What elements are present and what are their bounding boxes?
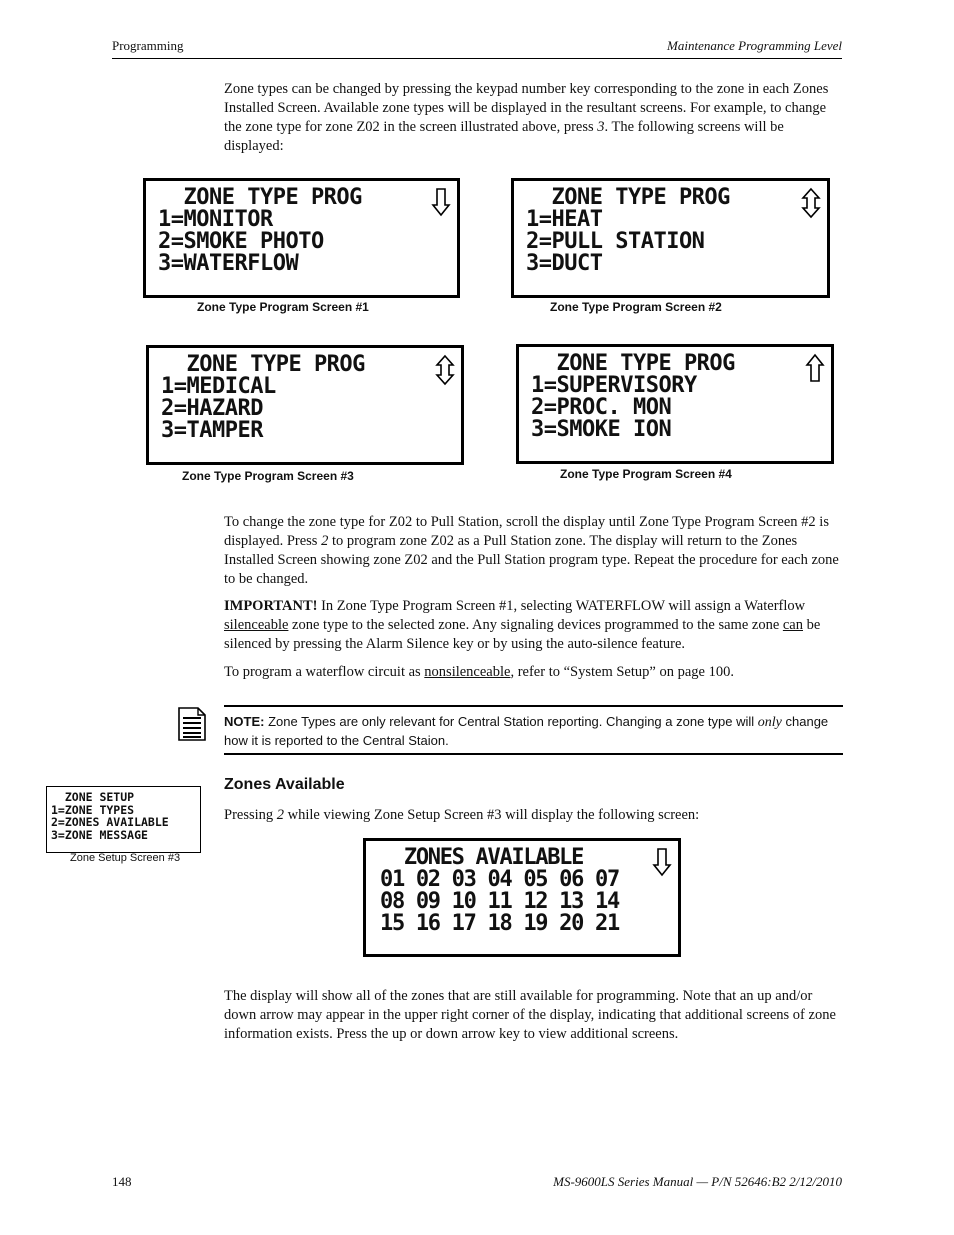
note-text: NOTE: Zone Types are only relevant for Central Station reporting. Changing a zone type will only change how it is reported to the Central Staion. xyxy=(224,714,829,748)
caption-screen-1: Zone Type Program Screen #1 xyxy=(197,300,369,314)
caption-screen-4: Zone Type Program Screen #4 xyxy=(560,467,732,481)
note-bottom-rule xyxy=(224,753,843,755)
down-arrow-icon xyxy=(431,187,451,217)
footer-document: MS-9600LS Series Manual — P/N 52646:B2 2/12/2010 xyxy=(553,1174,842,1189)
header-chapter: Maintenance Programming Level xyxy=(667,38,842,53)
note-top-rule xyxy=(224,705,843,707)
up-down-arrow-icon xyxy=(435,354,455,386)
intro-paragraph xyxy=(224,80,842,156)
screen-4-lines: ZONE TYPE PROG 1=SUPERVISORY 2=PROC. MON 3=SMOKE ION xyxy=(531,351,735,442)
zone-type-screen-4 xyxy=(516,344,834,464)
up-arrow-icon xyxy=(805,353,825,383)
nonsilenceable-paragraph: To program a waterflow circuit as nonsilenceable, refer to “System Setup” on page 100. xyxy=(224,664,734,680)
intro-text-2: . The following screens will be displayed: xyxy=(224,119,784,154)
note-label: NOTE: xyxy=(224,714,265,729)
zone-type-screen-1 xyxy=(143,178,460,298)
zone-setup-lines: ZONE SETUP 1=ZONE TYPES 2=ZONES AVAILABLE 3=ZONE MESSAGE xyxy=(51,790,169,842)
zones-available-intro: Pressing 2 while viewing Zone Setup Screen #3 will display the following screen: xyxy=(224,807,700,823)
intro-key: 3 xyxy=(597,119,605,135)
caption-screen-3: Zone Type Program Screen #3 xyxy=(182,469,354,483)
zone-type-screen-2 xyxy=(511,178,830,298)
section-title: Zones Available xyxy=(224,776,345,793)
important-label: IMPORTANT! xyxy=(224,598,318,614)
header-rule xyxy=(112,58,842,59)
zones-available-screen xyxy=(363,838,681,957)
header-section: Programming xyxy=(112,38,184,53)
zone-type-screen-3 xyxy=(146,345,464,465)
note-icon xyxy=(177,706,207,742)
caption-screen-2: Zone Type Program Screen #2 xyxy=(550,300,722,314)
screen-3-lines: ZONE TYPE PROG 1=MEDICAL 2=HAZARD 3=TAMPER xyxy=(161,352,365,443)
caption-zone-setup: Zone Setup Screen #3 xyxy=(70,852,181,864)
down-arrow-icon xyxy=(652,847,672,877)
pull-station-paragraph: To change the zone type for Z02 to Pull Station, scroll the display until Zone Type Program Screen #2 is displayed. Press 2 to program zone Z02 as a Pull Station zone. The display will return to the Zones Installed Screen showing zone Z02 and the Pull Station program type. Repeat the procedure for each zone to be changed. xyxy=(224,514,839,587)
zones-available-description: The display will show all of the zones that are still available for programming. Note that an up and/or down arrow may appear in the upper right corner of the display, indicating that additional screens of zone information exists. Press the up or down arrow key to view additional screens. xyxy=(224,988,836,1042)
screen-1-lines: ZONE TYPE PROG 1=MONITOR 2=SMOKE PHOTO 3=WATERFLOW xyxy=(158,185,362,276)
important-paragraph: IMPORTANT! In Zone Type Program Screen #1, selecting WATERFLOW will assign a Waterflow silenceable zone type to the selected zone. Any signaling devices programmed to the same zone can be silenced by pressing the Alarm Silence key or by using the auto-silence feature. xyxy=(224,598,821,652)
up-down-arrow-icon xyxy=(801,187,821,219)
zones-available-lines: ZONES AVAILABLE 01 02 03 04 05 06 07 08 09 10 11 12 13 14 15 16 17 18 19 20 21 xyxy=(380,845,619,936)
zone-setup-screen-3 xyxy=(46,786,201,853)
intro-text-1: Zone types can be changed by pressing the keypad number key corresponding to the zone in each Zones Installed Screen. Available zone types will be displayed in the resultant screens. For example, to change the zone type for zone Z02 in the screen illustrated above, press xyxy=(224,81,829,135)
page-number: 148 xyxy=(112,1174,132,1189)
screen-2-lines: ZONE TYPE PROG 1=HEAT 2=PULL STATION 3=DUCT xyxy=(526,185,730,276)
